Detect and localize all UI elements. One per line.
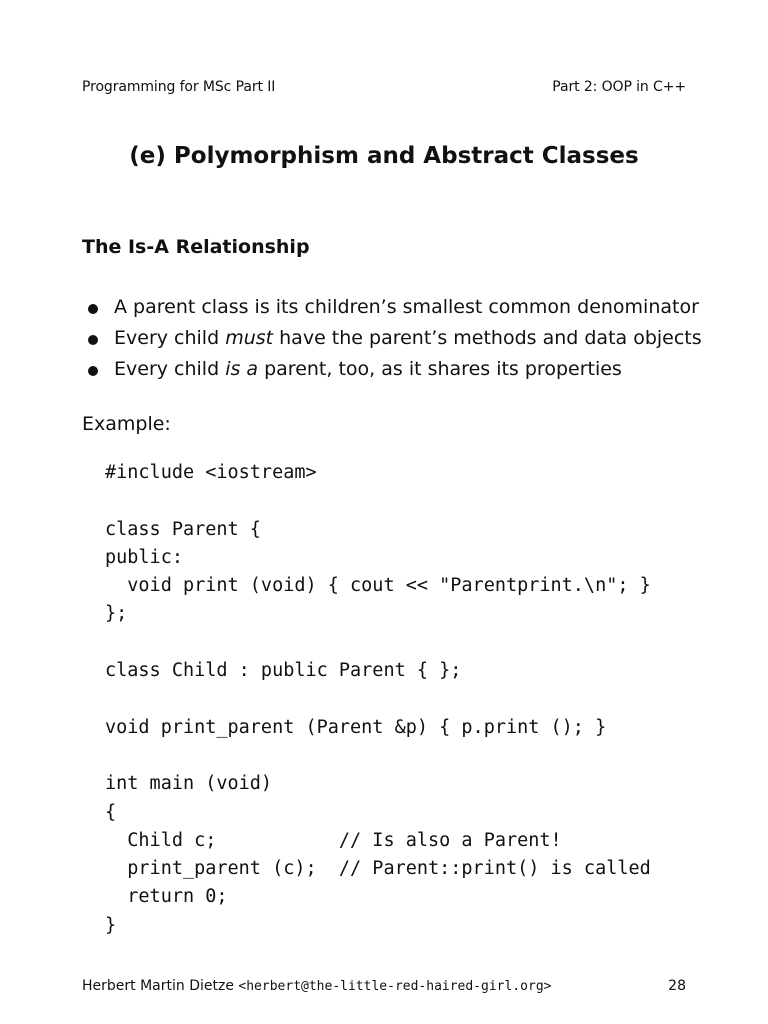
footer-email: <herbert@the-little-red-haired-girl.org> xyxy=(238,979,552,994)
bullet-text: Every child xyxy=(114,358,226,380)
bullet-emphasis: is a xyxy=(225,358,259,380)
header-course-title: Programming for MSc Part II xyxy=(82,79,276,95)
code-line: void print (void) { cout << "Parentprint.\n"; } xyxy=(105,575,651,597)
code-line: { xyxy=(105,801,117,823)
footer-author-name: Herbert Martin Dietze xyxy=(82,978,234,994)
code-line: return 0; xyxy=(105,886,228,908)
code-line: class Child : public Parent { }; xyxy=(105,660,462,682)
bullet-text: A parent class is its children’s smallest common denominator xyxy=(114,296,699,318)
section-heading: The Is-A Relationship xyxy=(82,236,310,258)
page-number: 28 xyxy=(668,978,686,994)
bullet-dot-icon xyxy=(88,304,98,314)
bullet-text-rest: have the parent’s methods and data objects xyxy=(273,327,702,349)
bullet-item xyxy=(82,292,722,323)
code-line xyxy=(105,487,651,515)
code-line xyxy=(105,629,651,657)
header-part-title: Part 2: OOP in C++ xyxy=(552,79,686,95)
bullet-list xyxy=(82,292,722,385)
footer-author xyxy=(82,978,551,994)
example-label: Example: xyxy=(82,413,171,435)
code-line: }; xyxy=(105,603,128,625)
bullet-dot-icon xyxy=(88,335,98,345)
bullet-emphasis: must xyxy=(225,327,274,349)
code-line: class Parent { xyxy=(105,518,261,540)
code-line: Child c; // Is also a Parent! xyxy=(105,829,562,851)
bullet-item xyxy=(82,354,722,385)
code-line: void print_parent (Parent &p) { p.print (); } xyxy=(105,716,607,738)
code-line xyxy=(105,685,651,713)
code-line: print_parent (c); // Parent::print() is called xyxy=(105,858,651,880)
code-line: #include <iostream> xyxy=(105,462,317,483)
bullet-text-rest: parent, too, as it shares its properties xyxy=(258,358,622,380)
code-line: public: xyxy=(105,546,183,568)
page-title: (e) Polymorphism and Abstract Classes xyxy=(129,143,639,169)
bullet-item xyxy=(82,323,722,354)
code-line xyxy=(105,742,651,770)
code-line: } xyxy=(105,914,117,936)
bullet-text: Every child xyxy=(114,327,226,349)
code-line: int main (void) xyxy=(105,773,273,795)
bullet-dot-icon xyxy=(88,366,98,376)
code-block xyxy=(105,459,651,940)
